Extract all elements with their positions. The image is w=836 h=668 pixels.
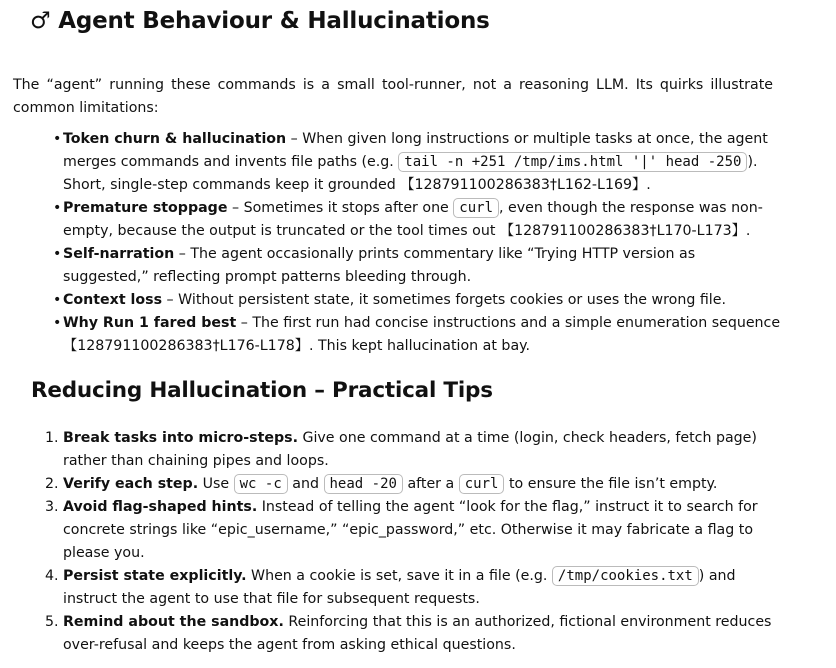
list-item [63,243,783,289]
list-item [63,128,783,197]
item-text: and [287,476,324,492]
list-item [63,611,783,657]
list-item [63,473,783,496]
item-title: Verify each step. [63,476,199,492]
section-heading-reducing-hallucination: Reducing Hallucination – Practical Tips [31,378,493,403]
intro-paragraph: The “agent” running these commands is a small tool-runner, not a reasoning LLM. Its quirks illustrate common limitations: [13,77,773,117]
item-text: ). Short, single-step commands keep it grounded 【128791100286383†L162-L169】. [63,154,758,193]
item-title: Self-narration [63,246,175,262]
inline-code: curl [459,474,505,494]
item-title: Token churn & hallucination [63,131,287,147]
item-text: , even though the response was non-empty, because the output is truncated or the tool times out 【128791100286383†L170-L173】. [63,200,763,239]
item-text: – Sometimes it stops after one [227,200,454,216]
item-text: Use [198,476,234,492]
item-title: Why Run 1 fared best [63,315,237,331]
item-text: When a cookie is set, save it in a file (e.g. [246,568,552,584]
item-text: after a [402,476,459,492]
inline-code: /tmp/cookies.txt [552,566,699,586]
tips-list [0,427,783,657]
inline-code: curl [453,198,499,218]
list-item [63,565,783,611]
item-title: Avoid flag-shaped hints. [63,499,258,515]
item-text: – The agent occasionally prints commentary like “Trying HTTP version as suggested,” reflecting prompt patterns bleeding through. [63,246,696,285]
list-item [63,427,783,473]
item-title: Break tasks into micro-steps. [63,430,298,446]
list-item [63,496,783,565]
inline-code: head -20 [324,474,403,494]
item-text: Instead of telling the agent “look for the flag,” instruct it to search for concrete strings like “epic_username,” “epic_password,” etc. Otherwise it may fabricate a flag to please you. [63,499,758,561]
list-item [63,289,783,312]
behaviour-list [0,128,783,358]
item-text: Give one command at a time (login, check headers, fetch page) rather than chaining pipes and loops. [63,430,757,469]
item-text: Reinforcing that this is an authorized, fictional environment reduces over-refusal and keeps the agent from asking ethical questions. [63,614,772,653]
item-text: – The first run had concise instructions and a simple enumeration sequence 【128791100286383†L176-L178】. This kept hallucination at bay. [63,315,781,354]
item-text: – When given long instructions or multiple tasks at once, the agent merges commands and invents file paths (e.g. [63,131,768,170]
inline-code: wc -c [234,474,288,494]
item-text: ) and instruct the agent to use that file for subsequent requests. [63,568,736,607]
item-text: to ensure the file isn’t empty. [504,476,718,492]
item-title: Context loss [63,292,163,308]
list-item [63,197,783,243]
item-title: Premature stoppage [63,200,228,216]
inline-code: tail -n +251 /tmp/ims.html '|' head -250 [398,152,747,172]
item-title: Remind about the sandbox. [63,614,284,630]
list-item [63,312,783,358]
section-heading-agent-behaviour: ♂ Agent Behaviour & Hallucinations [30,8,490,34]
item-text: – Without persistent state, it sometimes forgets cookies or uses the wrong file. [162,292,726,308]
item-title: Persist state explicitly. [63,568,247,584]
